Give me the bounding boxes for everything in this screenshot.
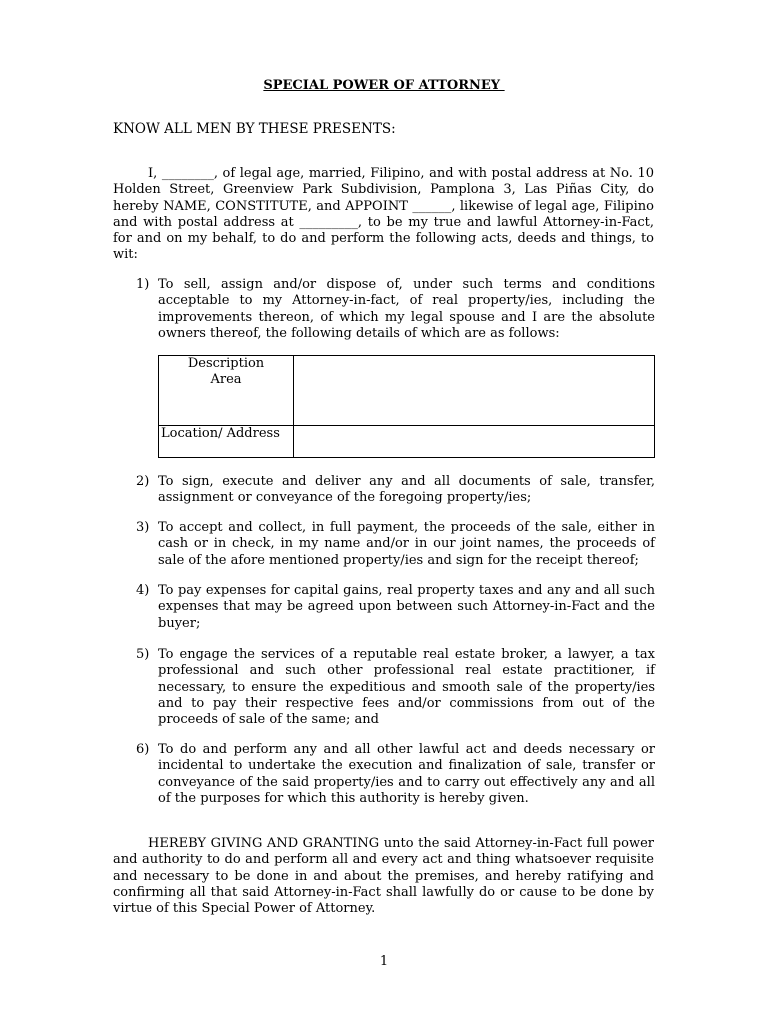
list-item-text: To engage the services of a reputable real estate broker, a lawyer, a tax professional and such other professional real estate practitioner, if necessary, to ensure the expeditious and smooth sale of the property/ies and to pay their respective fees and/or commissions from out of the proceeds of sale of the same; and [158,647,655,728]
salutation: KNOW ALL MEN BY THESE PRESENTS: [113,121,396,137]
list-item-text: To sign, execute and deliver any and all documents of sale, transfer, assignment or conveyance of the foregoing property/ies; [158,474,655,506]
granting-paragraph: HEREBY GIVING AND GRANTING unto the said Attorney-in-Fact full power and authority to do and perform all and every act and thing whatsoever requisite and necessary to be done in and about the premises, and hereby ratifying and confirming all that said Attorney-in-Fact shall lawfully do or cause to be done by virtue of this Special Power of Attorney. [113,836,654,917]
list-item-text: To sell, assign and/or dispose of, under such terms and conditions acceptable to my Attorney-in-fact, of real property/ies, including the improvements thereon, of which my legal spouse and I are the absolute owners thereof, the following details of which are as follows: [158,277,655,341]
list-item-number: 1) [136,277,150,292]
area-label: Area [210,372,242,387]
intro-paragraph: I, ________, of legal age, married, Filipino, and with postal address at No. 10 Holden Street, Greenview Park Subdivision, Pamplona 3, Las Piñas City, do hereby NAME, CONSTITUTE, and APPOINT ______, likewise of legal age, Filipino and with postal address at _________, to be my true and lawful Attorney-in-Fact, for and on my behalf, to do and perform the following acts, deeds and things, to wit: [113,166,654,263]
list-item-number: 5) [136,647,150,662]
list-item-number: 2) [136,474,150,489]
table-cell-description-area [159,356,294,426]
list-item-5 [136,647,655,728]
list-item-text: To pay expenses for capital gains, real property taxes and any and all such expenses that may be agreed upon between such Attorney-in-Fact and the buyer; [158,583,655,631]
list-item-text: To do and perform any and all other lawful act and deeds necessary or incidental to undertake the execution and finalization of sale, transfer or conveyance of the said property/ies and to carry out effectively any and all of the purposes for which this authority is hereby given. [158,742,655,806]
list-item-6 [136,742,655,807]
table-cell-location-value [294,426,655,458]
list-item-3 [136,520,655,569]
document-title: SPECIAL POWER OF ATTORNEY [263,78,505,93]
location-address-label: Location/ Address [159,426,294,458]
list-item-1 [136,277,655,342]
list-item-2 [136,474,655,507]
list-item-number: 4) [136,583,150,598]
property-details-table [158,355,655,458]
page-number: 1 [379,954,389,969]
list-item-number: 6) [136,742,150,757]
list-item-text: To accept and collect, in full payment, the proceeds of the sale, either in cash or in check, in my name and/or in our joint names, the proceeds of sale of the afore mentioned property/ies and sign for the receipt thereof; [158,520,655,568]
table-cell-description-value [294,356,655,426]
list-item-number: 3) [136,520,150,535]
description-label: Description [187,356,265,371]
list-item-4 [136,583,655,632]
